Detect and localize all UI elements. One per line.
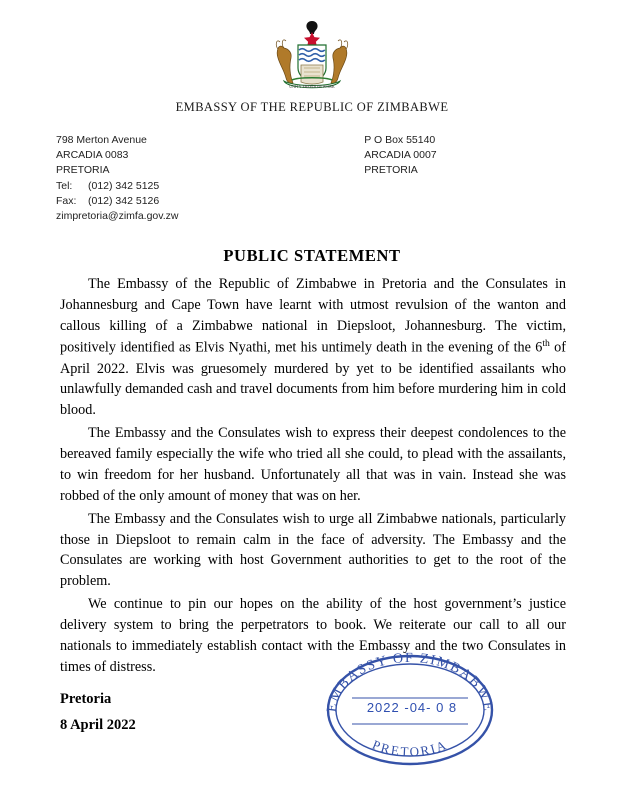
telephone-label: Tel:: [56, 179, 73, 192]
email-address: zimpretoria@zimfa.gov.zw: [56, 210, 179, 223]
svg-text:UNITY FREEDOM WORK: UNITY FREEDOM WORK: [289, 84, 335, 89]
address-left: [34, 133, 312, 224]
fax-line: [56, 194, 312, 209]
signature-block: [60, 687, 136, 738]
po-box-city: PRETORIA: [364, 164, 418, 177]
emblem-caption: EMBASSY OF THE REPUBLIC OF ZIMBABWE: [175, 100, 449, 114]
po-box: P O Box 55140: [364, 134, 436, 146]
stamp-date: 2022 -04- 0 8: [366, 700, 458, 715]
svg-text:EMBASSY OF ZIMBABWE: EMBASSY OF ZIMBABWE: [324, 650, 496, 714]
telephone-value: (012) 342 5125: [88, 179, 160, 192]
po-box-suburb: ARCADIA 0007: [364, 149, 437, 162]
statement-body: [34, 274, 590, 677]
address-street: 798 Merton Avenue: [56, 134, 147, 146]
paragraph-1: The Embassy of the Republic of Zimbabwe in Pretoria and the Consulates in Johannesburg and Cape Town have learnt with utmost revulsion of the wanton and callous killing of a Zimbabwe national in Diepsloot, Johannesburg. The victim, positively identified as Elvis Nyathi, met his untimely death in the evening of the 6th of April 2022. Elvis was gruesomely murdered by yet to be identified assailants who unlawfully demanded cash and travel documents from him before murdering him in cold blood.: [60, 276, 566, 419]
coat-of-arms: [34, 18, 590, 96]
zimbabwe-coat-of-arms-icon: [266, 18, 358, 94]
page-title: PUBLIC STATEMENT: [223, 246, 401, 266]
fax-label: Fax:: [56, 194, 77, 207]
address-right: [334, 133, 590, 224]
fax-value: (012) 342 5126: [88, 194, 160, 207]
address-suburb: ARCADIA 0083: [56, 149, 129, 162]
svg-text:PRETORIA: PRETORIA: [370, 736, 450, 760]
paragraph-2: The Embassy and the Consulates wish to express their deepest condolences to the bereaved family especially the wife who tried all she could, to plead with the assailants, to win freedom for her husband. Unfortunately all that was in vain. Instead she was robbed of the only amount of money that was on her.: [60, 425, 566, 504]
letterhead-address: [34, 133, 590, 224]
address-city: PRETORIA: [56, 164, 110, 177]
paragraph-3: The Embassy and the Consulates wish to urge all Zimbabwe nationals, particularly those in Diepsloot to remain calm in the face of adversity. The Embassy and the Consulates are working with host Government authorities to get to the root of the problem.: [60, 510, 566, 590]
signature-place: Pretoria: [60, 691, 112, 708]
signature-date: 8 April 2022: [60, 716, 136, 733]
telephone-line: [56, 179, 312, 194]
paragraph-4: We continue to pin our hopes on the ability of the host government’s justice delivery system to bring the perpetrators to book. We reiterate our call to all our nationals to immediately establish contact with the Embassy and the two Consulates in times of distress.: [60, 596, 566, 675]
